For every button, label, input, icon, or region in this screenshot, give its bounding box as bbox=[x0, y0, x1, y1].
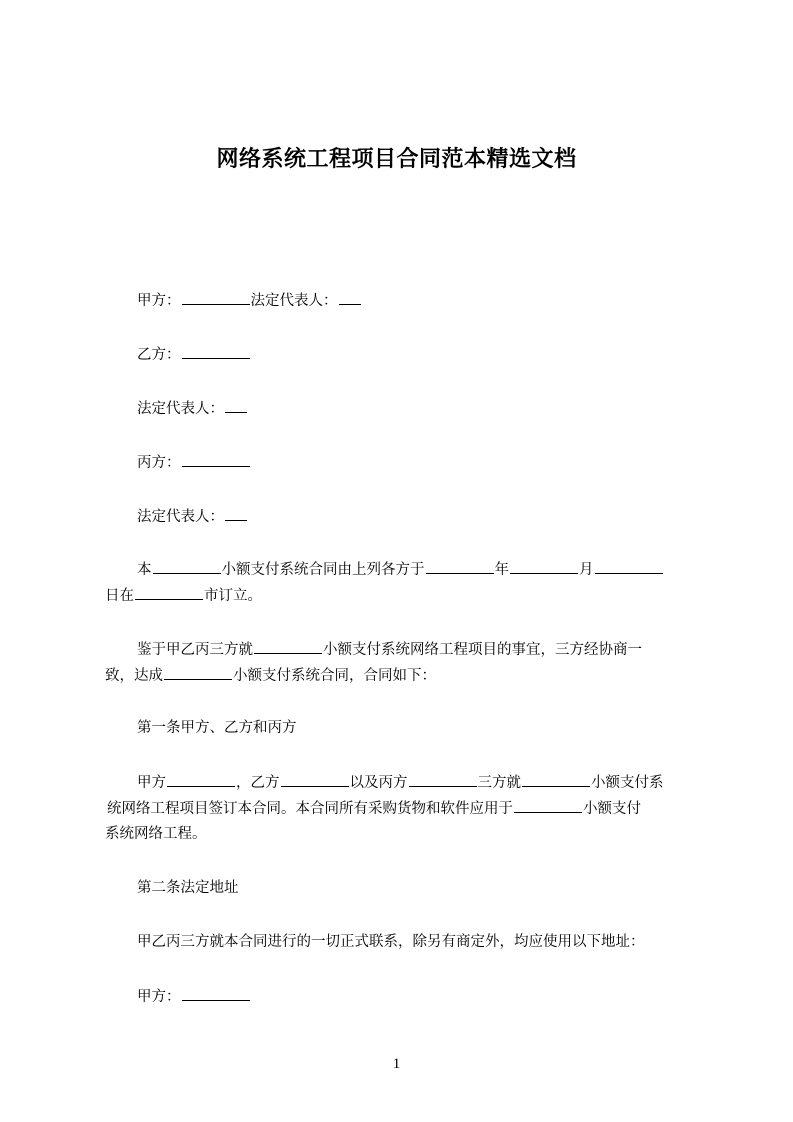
intro-p2-line1 bbox=[137, 639, 642, 660]
article2-party-a-line bbox=[137, 986, 251, 1007]
intro-blank-city bbox=[135, 585, 203, 600]
article1-blank-a bbox=[167, 772, 235, 787]
article2-body: 甲乙丙三方就本合同进行的一切正式联系，除另有商定外，均应使用以下地址： bbox=[137, 934, 645, 950]
intro-p2-blank-2 bbox=[164, 665, 232, 680]
article1-heading: 第一条甲方、乙方和丙方 bbox=[137, 720, 297, 736]
party-c-line bbox=[137, 452, 251, 473]
party-b-rep-label: 法定代表人： bbox=[137, 401, 224, 417]
article1-blank-e bbox=[514, 798, 582, 813]
article1-seg6: 统网络工程项目签订本合同。本合同所有采购货物和软件应用于 bbox=[107, 801, 513, 817]
article1-line1 bbox=[137, 772, 664, 793]
article2-party-a-label: 甲方： bbox=[137, 989, 181, 1005]
article1-blank-d bbox=[522, 772, 590, 787]
article1-blank-c bbox=[409, 772, 477, 787]
article1-line3: 系统网络工程。 bbox=[105, 826, 207, 842]
intro-blank-year bbox=[426, 559, 494, 574]
article1-blank-b bbox=[281, 772, 349, 787]
intro-p1-line2 bbox=[105, 585, 262, 606]
party-a-label: 甲方： bbox=[137, 293, 181, 309]
article2-heading: 第二条法定地址 bbox=[137, 880, 239, 896]
party-b-blank bbox=[182, 344, 250, 359]
party-b-label: 乙方： bbox=[137, 347, 181, 363]
party-a-line bbox=[137, 290, 362, 311]
intro-p2-blank-1 bbox=[254, 639, 322, 654]
intro-p2-seg3: 致，达成 bbox=[105, 668, 163, 684]
intro-p2-line2 bbox=[105, 665, 436, 686]
intro-p2-seg4: 小额支付系统合同，合同如下： bbox=[233, 668, 436, 684]
intro-p1-seg1: 本 bbox=[137, 562, 152, 578]
article1-seg2: ，乙方 bbox=[236, 775, 280, 791]
party-b-rep-blank bbox=[225, 398, 247, 413]
article2-party-a-blank bbox=[182, 986, 250, 1001]
intro-p2-seg1: 鉴于甲乙丙三方就 bbox=[137, 642, 253, 658]
intro-p1-seg2: 小额支付系统合同由上列各方于 bbox=[221, 562, 425, 578]
page-number: 1 bbox=[392, 1056, 401, 1072]
intro-blank-1 bbox=[153, 559, 221, 574]
party-c-blank bbox=[182, 452, 250, 467]
article1-seg5: 小额支付系 bbox=[591, 775, 664, 791]
intro-blank-month bbox=[510, 559, 578, 574]
article1-seg1: 甲方 bbox=[137, 775, 166, 791]
party-b-rep-line bbox=[137, 398, 248, 419]
article1-seg7: 小额支付 bbox=[583, 801, 641, 817]
intro-p1-seg3: 年 bbox=[494, 562, 509, 578]
intro-p2-seg2: 小额支付系统网络工程项目的事宜，三方经协商一 bbox=[323, 642, 642, 658]
party-a-blank bbox=[182, 290, 250, 305]
party-a-rep-blank bbox=[339, 290, 361, 305]
party-c-rep-line bbox=[137, 506, 248, 527]
intro-p1-seg4: 月 bbox=[579, 562, 594, 578]
article1-seg3: 以及丙方 bbox=[349, 775, 408, 791]
party-c-rep-blank bbox=[225, 506, 247, 521]
party-c-label: 丙方： bbox=[137, 455, 181, 471]
party-c-rep-label: 法定代表人： bbox=[137, 509, 224, 525]
party-a-rep-label: 法定代表人： bbox=[250, 293, 338, 309]
article1-seg4: 三方就 bbox=[477, 775, 521, 791]
intro-blank-day bbox=[595, 559, 663, 574]
intro-p1-line1 bbox=[137, 559, 664, 580]
intro-p1-seg6: 市订立。 bbox=[204, 588, 262, 604]
intro-p1-seg5: 日在 bbox=[105, 588, 134, 604]
article1-line2 bbox=[107, 798, 641, 819]
page-title: 网络系统工程项目合同范本精选文档 bbox=[216, 147, 577, 172]
party-b-line bbox=[137, 344, 251, 365]
